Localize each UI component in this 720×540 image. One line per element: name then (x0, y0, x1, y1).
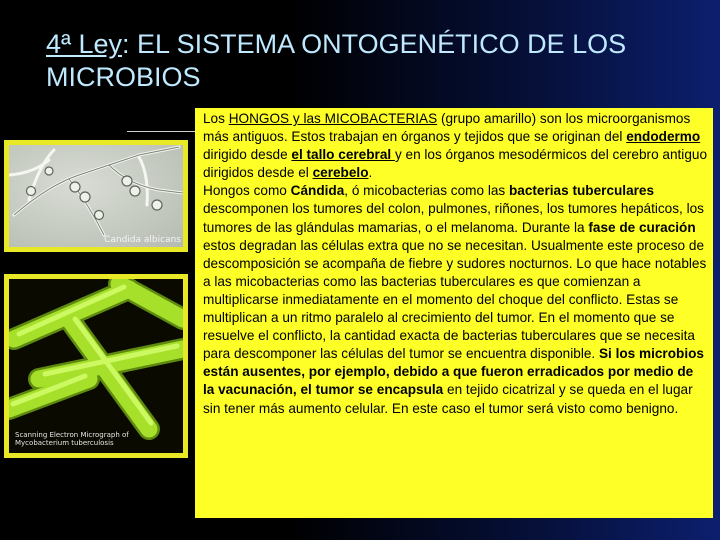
text-span: dirigido desde (203, 147, 292, 163)
text-span: en tejido cicatrizal y se queda en el lugar sin tener más aumento celular. En este caso el tumor será visto como benigno. (203, 382, 693, 416)
text-span: , ó micobacterias como las (344, 183, 509, 199)
candida-caption: Candida albicans (104, 235, 181, 245)
mycobacterium-image (4, 274, 188, 458)
text-span: estos degradan las células extra que no se necesitan. Usualmente este proceso de descomposición se acompaña de fiebre y sudores nocturnos. Lo que hace notables a las micobacterias como las bacterias tuberculares es que comienzan a multiplicarse inmediatamente en el momento del choque del conflicto. Estas se multiplican a un ritmo paralelo al crecimiento del tumor. En el momento que se resuelve el conflicto, la cantidad exacta de bacterias tuberculares que se necesita para descomponer las células del tumor se encuentra disponible. (203, 237, 707, 362)
mycobacterium-caption (15, 431, 129, 447)
mycobacterium-caption-line1: Scanning Electron Micrograph of (15, 431, 129, 439)
brainstem-term: el tallo cerebral (291, 147, 395, 163)
text-span: Hongos como (203, 183, 291, 199)
divider-line (127, 131, 202, 132)
bold-statement: Si los microbios están ausentes, por ejemplo, debido a que fueron erradicados por medio de la vacunación, el tumor se encapsula (203, 346, 704, 398)
endoderm-term: endodermo (626, 129, 701, 145)
text-span: Los (203, 111, 229, 126)
tuberculous-bacteria-term: bacterias tuberculares (508, 183, 655, 199)
title-text: : EL SISTEMA ONTOGENÉTICO DE LOS MICROBIOS (46, 29, 627, 92)
content-textbox (195, 108, 713, 518)
paragraph-2 (203, 182, 707, 417)
text-span: (grupo amarillo) son los microorganismos más antiguos. Estos trabajan en órganos y tejidos que se originan del (203, 111, 691, 145)
text-span: descomponen los tumores del colon, pulmones, riñones, los tumores hepáticos, los tumores de las glándulas mamarias, o el melanoma. Durante la (203, 201, 704, 235)
candida-hyphae-drawing (9, 145, 183, 247)
text-span: y en los órganos mesodérmicos del cerebro antiguo dirigidos desde el (203, 147, 708, 181)
law-number: 4ª Ley (46, 29, 123, 59)
paragraph-1 (203, 110, 707, 182)
mycobacterium-caption-line2: Mycobacterium tuberculosis (15, 439, 114, 447)
mycobacterium-rods-drawing (9, 279, 183, 453)
underlined-text: HONGOS y las MICOBACTERIAS (228, 111, 438, 126)
candida-term: Cándida (290, 183, 345, 199)
cerebellum-term: cerebelo (312, 165, 369, 181)
slide-title (46, 28, 706, 94)
text-span: . (368, 165, 373, 181)
candida-image (4, 140, 188, 252)
healing-phase-term: fase de curación (588, 219, 696, 235)
